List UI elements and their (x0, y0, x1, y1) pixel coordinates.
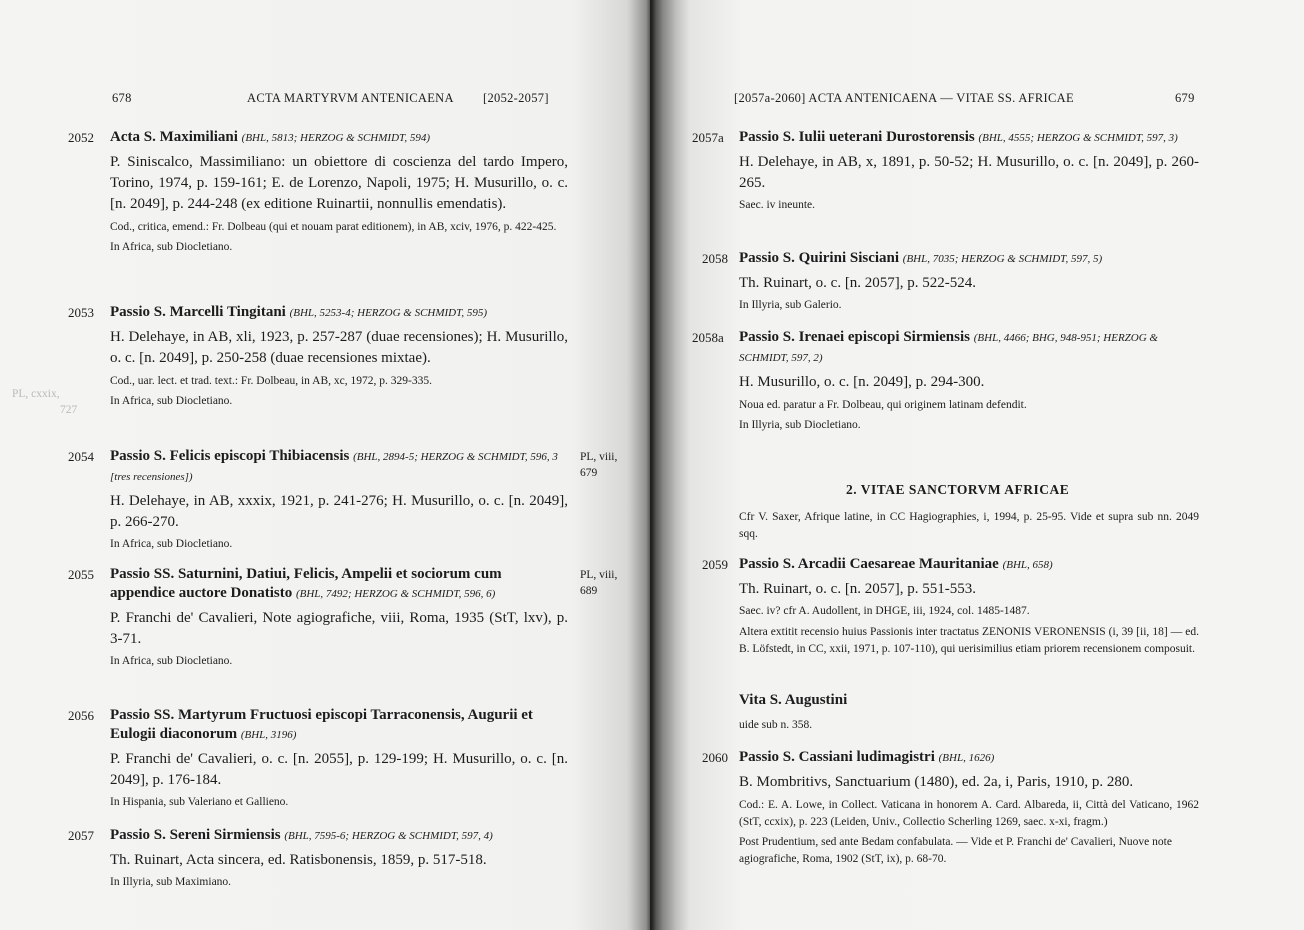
entry-context: In Illyria, sub Galerio. (739, 299, 842, 311)
entry-number: 2059 (702, 557, 728, 572)
running-header (0, 91, 650, 111)
entry-citation: H. Delehaye, in AB, xxxix, 1921, p. 241-276; H. Musurillo, o. c. [n. 2049], p. 266-270. (110, 493, 568, 530)
entry-title: Passio S. Quirini Sisciani (BHL, 7035; HERZOG & SCHMIDT, 597, 5) (739, 250, 1103, 266)
entry-number: 2056 (68, 708, 94, 723)
page-number: 679 (1175, 91, 1195, 105)
entry-citation: P. Siniscalco, Massimiliano: un obiettore di coscienza del tardo Impero, Torino, 1974, p. 159-161; E. de Lorenzo, Napoli, 1975; H. Musurillo, o. c. [n. 2049], p. 244-248 (ex editione Ruinartii, nonnullis emendatis). (110, 154, 568, 212)
entry-citation: Th. Ruinart, Acta sincera, ed. Ratisbonensis, 1859, p. 517-518. (110, 852, 487, 868)
entry-context: In Illyria, sub Diocletiano. (739, 419, 861, 431)
running-title: ACTA MARTYRVM ANTENICAENA (247, 91, 454, 105)
entry-note: Altera extitit recensio huius Passionis inter tractatus ZENONIS VERONENSIS (i, 39 [ii, 18] — ed. B. Löfstedt, in CC, xxii, 1971, p. 107-110), qui uerisimilius etiam priorem recensionem composuit. (739, 626, 1199, 655)
entry-citation: Th. Ruinart, o. c. [n. 2057], p. 551-553. (739, 581, 977, 597)
entry-number: 2058a (692, 330, 724, 345)
entry-citation: H. Delehaye, in AB, x, 1891, p. 50-52; H. Musurillo, o. c. [n. 2049], p. 260-265. (739, 154, 1199, 191)
entry-note: Cod.: E. A. Lowe, in Collect. Vaticana in honorem A. Card. Albareda, ii, Città del Vaticano, 1962 (StT, ccxix), p. 223 (Leiden, Univ., Collectio Scherling 1269, saec. x-xi, fragm.) (739, 799, 1199, 828)
entry-citation: P. Franchi de' Cavalieri, o. c. [n. 2055], p. 129-199; H. Musurillo, o. c. [n. 2049], p. 176-184. (110, 751, 568, 788)
entry-context: In Illyria, sub Maximiano. (110, 876, 232, 888)
entry-context: In Africa, sub Diocletiano. (110, 538, 233, 550)
entry-note: Cod., uar. lect. et trad. text.: Fr. Dolbeau, in AB, xc, 1972, p. 329-335. (110, 375, 432, 387)
entry-number: 2057a (692, 130, 724, 145)
entry-title: Passio S. Marcelli Tingitani (BHL, 5253-4; HERZOG & SCHMIDT, 595) (110, 304, 488, 320)
vita-title: Vita S. Augustini (739, 692, 848, 708)
entry-citation: P. Franchi de' Cavalieri, Note agiografiche, viii, Roma, 1935 (StT, lxv), p. 3-71. (110, 610, 568, 647)
section-title: 2. VITAE SANCTORVM AFRICAE (846, 482, 1070, 497)
entry-title: Passio S. Felicis episcopi Thibiacensis (BHL, 2894-5; HERZOG & SCHMIDT, 596, 3 [tres recensiones]) (110, 448, 558, 483)
entry-title: Passio S. Arcadii Caesareae Mauritaniae (BHL, 658) (739, 556, 1053, 572)
entry-citation: H. Musurillo, o. c. [n. 2049], p. 294-300. (739, 374, 985, 390)
entry-title: Acta S. Maximiliani (BHL, 5813; HERZOG & SCHMIDT, 594) (110, 129, 430, 145)
entry-number: 2053 (68, 305, 94, 320)
margin-reference: PL, viii, 689 (580, 569, 618, 597)
entry-context: Saec. iv ineunte. (739, 199, 816, 211)
entry-context: In Hispania, sub Valeriano et Gallieno. (110, 796, 289, 808)
entry-number: 2054 (68, 449, 94, 464)
entry-context: In Africa, sub Diocletiano. (110, 395, 233, 407)
entry-context: In Africa, sub Diocletiano. (110, 241, 233, 253)
number-range: [2052-2057] (483, 91, 549, 105)
entry-context: Post Prudentium, sed ante Bedam confabulata. — Vide et P. Franchi de' Cavalieri, Nuove note agiografiche, Roma, 1902 (StT, ix), p. 68-70. (739, 836, 1172, 865)
bleed-through-text: 727 (60, 404, 78, 416)
entry-title: Passio SS. Martyrum Fructuosi episcopi Tarraconensis, Augurii et Eulogii diaconorum (BHL, 3196) (110, 707, 533, 742)
left-page (0, 0, 650, 930)
entry-title: Passio S. Iulii ueterani Durostorensis (BHL, 4555; HERZOG & SCHMIDT, 597, 3) (739, 129, 1178, 145)
running-header (650, 91, 1304, 111)
entry-context: In Africa, sub Diocletiano. (110, 655, 233, 667)
entry-note: Noua ed. paratur a Fr. Dolbeau, qui originem latinam defendit. (739, 399, 1027, 411)
entry-number: 2055 (68, 567, 94, 582)
section-note: Cfr V. Saxer, Afrique latine, in CC Hagiographies, i, 1994, p. 25-95. Vide et supra sub nn. 2049 sqq. (739, 511, 1199, 540)
entry-title: Passio S. Sereni Sirmiensis (BHL, 7595-6; HERZOG & SCHMIDT, 597, 4) (110, 827, 493, 843)
entry-number: 2060 (702, 750, 728, 765)
entry-number: 2057 (68, 828, 94, 843)
entry-number: 2058 (702, 251, 728, 266)
page-number: 678 (112, 91, 132, 105)
running-title: [2057a-2060] ACTA ANTENICAENA — VITAE SS. AFRICAE (734, 91, 1074, 105)
entry-title: Passio S. Irenaei episcopi Sirmiensis (BHL, 4466; BHG, 948-951; HERZOG & SCHMIDT, 597, 2) (739, 329, 1158, 364)
margin-reference: PL, viii, 679 (580, 451, 618, 479)
entry-note: Cod., critica, emend.: Fr. Dolbeau (qui et nouam parat editionem), in AB, xciv, 1976, p. 422-425. (110, 221, 557, 233)
bleed-through-text: PL, cxxix, (12, 388, 60, 400)
vita-note: uide sub n. 358. (739, 719, 813, 731)
entry-context: Saec. iv? cfr A. Audollent, in DHGE, iii, 1924, col. 1485-1487. (739, 605, 1030, 617)
entry-number: 2052 (68, 130, 94, 145)
entry-title: Passio S. Cassiani ludimagistri (BHL, 1626) (739, 749, 995, 765)
right-page (650, 0, 1304, 930)
entry-title: Passio SS. Saturnini, Datiui, Felicis, Ampelii et sociorum cum appendice auctore Donatisto (BHL, 7492; HERZOG & SCHMIDT, 596, 6) (110, 566, 502, 601)
entry-citation: Th. Ruinart, o. c. [n. 2057], p. 522-524. (739, 275, 977, 291)
entry-citation: B. Mombritivs, Sanctuarium (1480), ed. 2a, i, Paris, 1910, p. 280. (739, 774, 1134, 790)
entry-citation: H. Delehaye, in AB, xli, 1923, p. 257-287 (duae recensiones); H. Musurillo, o. c. [n. 2049], p. 250-258 (duae recensiones mixtae). (110, 329, 568, 366)
